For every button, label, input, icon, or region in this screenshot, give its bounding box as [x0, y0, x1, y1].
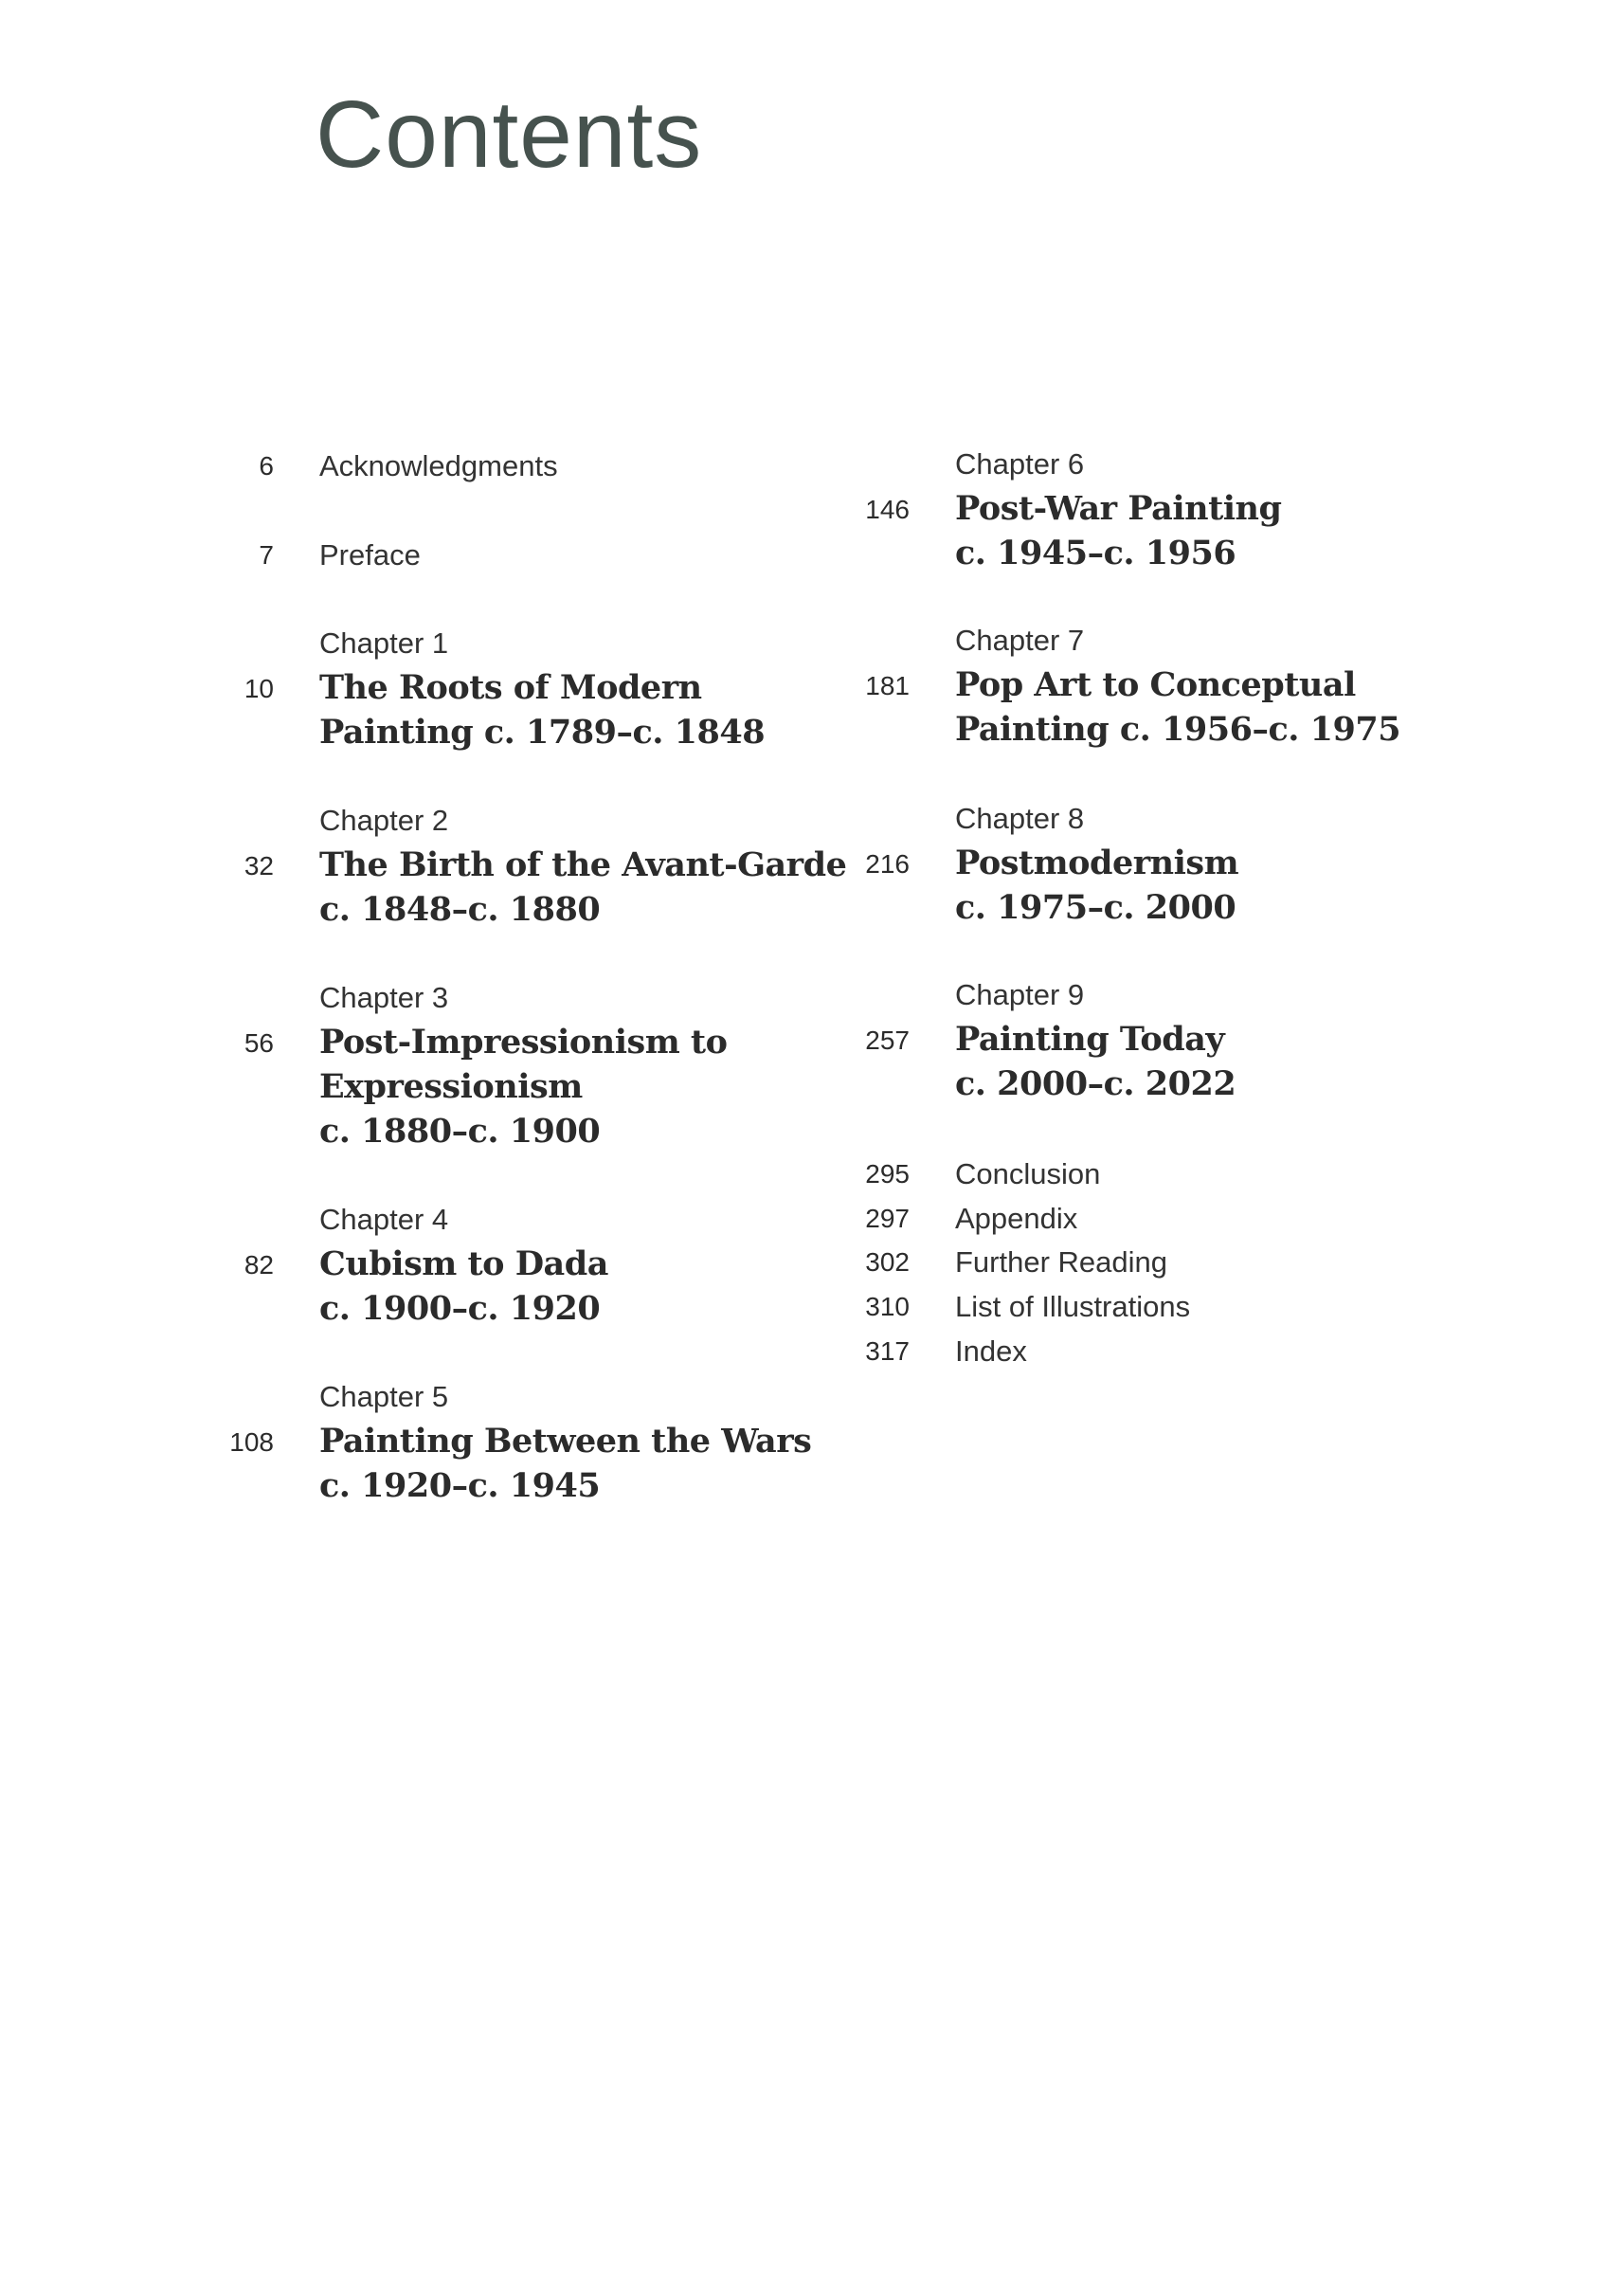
toc-entry[interactable]	[259, 533, 888, 577]
page-number: 181	[865, 671, 910, 700]
chapter-title-line: Painting c. 1956–c. 1975	[955, 710, 1401, 749]
page-number: 295	[865, 1159, 910, 1189]
chapter-title-line: The Birth of the Avant-Garde	[319, 845, 847, 884]
page-number: 32	[244, 851, 274, 880]
entry-title: List of Illustrations	[955, 1290, 1191, 1323]
entry-title: Conclusion	[955, 1157, 1101, 1190]
chapter-label: Chapter 8	[955, 802, 1085, 835]
page-number: 6	[259, 451, 274, 481]
page-number: 10	[244, 674, 274, 703]
toc-entry[interactable]	[244, 1197, 888, 1331]
toc-entry[interactable]	[259, 444, 888, 488]
toc-entry[interactable]	[865, 972, 1524, 1106]
chapter-title-line: The Roots of Modern	[319, 668, 702, 707]
chapter-title-line: c. 1880–c. 1900	[319, 1112, 601, 1151]
page-number: 216	[865, 849, 910, 879]
toc-entry[interactable]	[865, 1196, 1524, 1241]
chapter-title-line: c. 1848–c. 1880	[319, 890, 601, 929]
chapter-label: Chapter 7	[955, 624, 1085, 657]
toc-entry[interactable]	[865, 1152, 1524, 1196]
page-number: 310	[865, 1292, 910, 1321]
chapter-title-line: Post-War Painting	[955, 489, 1282, 528]
toc-entry[interactable]	[865, 1240, 1524, 1284]
chapter-title-line: Post-Impressionism to	[319, 1023, 728, 1062]
page-number: 108	[229, 1427, 274, 1457]
chapter-title-line: c. 1945–c. 1956	[955, 534, 1236, 572]
page-number: 82	[244, 1250, 274, 1280]
page-number: 56	[244, 1028, 274, 1058]
chapter-title-line: Painting Today	[955, 1020, 1225, 1059]
chapter-title-line: c. 1900–c. 1920	[319, 1289, 601, 1328]
toc-entry[interactable]	[229, 1374, 888, 1508]
page-number: 146	[865, 495, 910, 524]
chapter-label: Chapter 6	[955, 447, 1085, 481]
entry-title: Further Reading	[955, 1245, 1168, 1279]
toc-entry[interactable]	[244, 798, 888, 932]
entry-title: Appendix	[955, 1202, 1078, 1235]
chapter-title-line: c. 1975–c. 2000	[955, 888, 1236, 927]
toc-entry[interactable]	[865, 442, 1524, 575]
chapter-label: Chapter 4	[319, 1203, 449, 1236]
toc-entry[interactable]	[244, 975, 888, 1153]
toc-entry[interactable]	[865, 618, 1524, 752]
entry-title: Acknowledgments	[319, 449, 558, 482]
chapter-title-line: c. 2000–c. 2022	[955, 1064, 1236, 1103]
page-title: Contents	[316, 82, 703, 188]
chapter-label: Chapter 5	[319, 1380, 449, 1413]
toc-entry[interactable]	[865, 796, 1524, 930]
chapter-title-line: c. 1920–c. 1945	[319, 1466, 601, 1505]
entry-title: Index	[955, 1334, 1027, 1368]
chapter-title-line: Pop Art to Conceptual	[955, 665, 1356, 704]
chapter-label: Chapter 9	[955, 978, 1085, 1011]
toc-entry[interactable]	[865, 1284, 1524, 1329]
chapter-label: Chapter 2	[319, 804, 449, 837]
toc-entry[interactable]	[865, 1329, 1524, 1373]
chapter-title-line: Postmodernism	[955, 844, 1239, 882]
page-number: 7	[259, 540, 274, 570]
chapter-title-line: Cubism to Dada	[319, 1244, 608, 1283]
chapter-label: Chapter 1	[319, 626, 449, 660]
entry-title: Preface	[319, 538, 421, 572]
chapter-title-line: Painting Between the Wars	[319, 1422, 812, 1461]
page-number: 317	[865, 1336, 910, 1366]
chapter-title-line: Painting c. 1789–c. 1848	[319, 713, 766, 752]
chapter-title-line: Expressionism	[319, 1067, 583, 1106]
toc-entry[interactable]	[244, 621, 888, 754]
chapter-label: Chapter 3	[319, 981, 449, 1014]
page-number: 302	[865, 1247, 910, 1277]
page-number: 257	[865, 1026, 910, 1055]
page-number: 297	[865, 1204, 910, 1233]
